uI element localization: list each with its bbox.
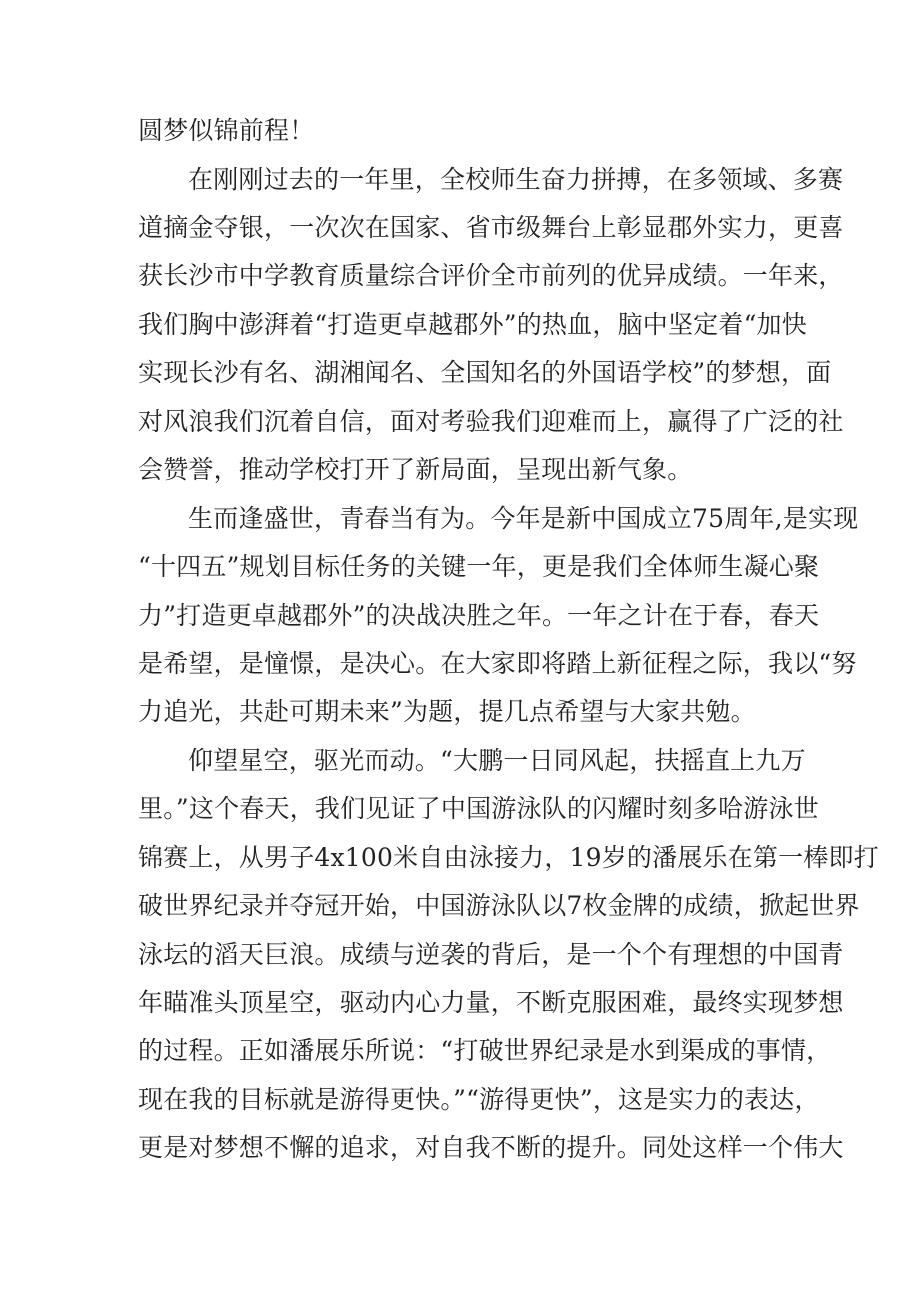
text-line: 现在我的目标就是游得更快。”“游得更快”，这是实力的表达， — [138, 1085, 820, 1114]
text-line: “十四五”规划目标任务的关键一年，更是我们全体师生凝心聚 — [138, 552, 820, 581]
text-line: 对风浪我们沉着自信，面对考验我们迎难而上，赢得了广泛的社 — [138, 407, 844, 436]
text-line: 锦赛上，从男子4x100米自由泳接力，19岁的潘展乐在第一棒即打 — [138, 843, 879, 872]
text-line: 力”打造更卓越郡外”的决战决胜之年。一年之计在于春，春天 — [138, 601, 820, 630]
text-line: 更是对梦想不懈的追求，对自我不断的提升。同处这样一个伟大 — [138, 1133, 844, 1162]
text-line: 实现长沙有名、湖湘闻名、全国知名的外国语学校”的梦想，面 — [138, 358, 832, 387]
text-line: 年瞄准头顶星空，驱动内心力量，不断克服困难，最终实现梦想 — [138, 988, 844, 1017]
paragraph-start-line: 生而逢盛世，青春当有为。今年是新中国成立75周年,是实现 — [188, 504, 859, 533]
paragraph-start-line: 仰望星空，驱光而动。“大鹏一日同风起，扶摇直上九万 — [188, 746, 806, 775]
text-line: 破世界纪录并夺冠开始，中国游泳队以7枚金牌的成绩，掀起世界 — [138, 891, 860, 920]
text-line: 道摘金夺银，一次次在国家、省市级舞台上彰显郡外实力，更喜 — [138, 213, 844, 242]
text-line: 会赞誉，推动学校打开了新局面，呈现出新气象。 — [138, 455, 693, 484]
text-line: 是希望，是憧憬，是决心。在大家即将踏上新征程之际，我以“努 — [138, 649, 857, 678]
text-line: 泳坛的滔天巨浪。成绩与逆袭的背后，是一个个有理想的中国青 — [138, 940, 844, 969]
text-line: 我们胸中澎湃着“打造更卓越郡外”的热血，脑中坚定着“加快 — [138, 310, 807, 339]
text-line: 圆梦似锦前程！ — [138, 116, 315, 145]
text-line: 力追光，共赴可期未来”为题，提几点希望与大家共勉。 — [138, 697, 756, 726]
text-line: 里。”这个春天，我们见证了中国游泳队的闪耀时刻多哈游泳世 — [138, 794, 819, 823]
paragraph-start-line: 在刚刚过去的一年里，全校师生奋力拼搏，在多领域、多赛 — [188, 165, 844, 194]
text-line: 获长沙市中学教育质量综合评价全市前列的优异成绩。一年来， — [138, 261, 844, 290]
text-line: 的过程。正如潘展乐所说：“打破世界纪录是水到渠成的事情， — [138, 1036, 832, 1065]
